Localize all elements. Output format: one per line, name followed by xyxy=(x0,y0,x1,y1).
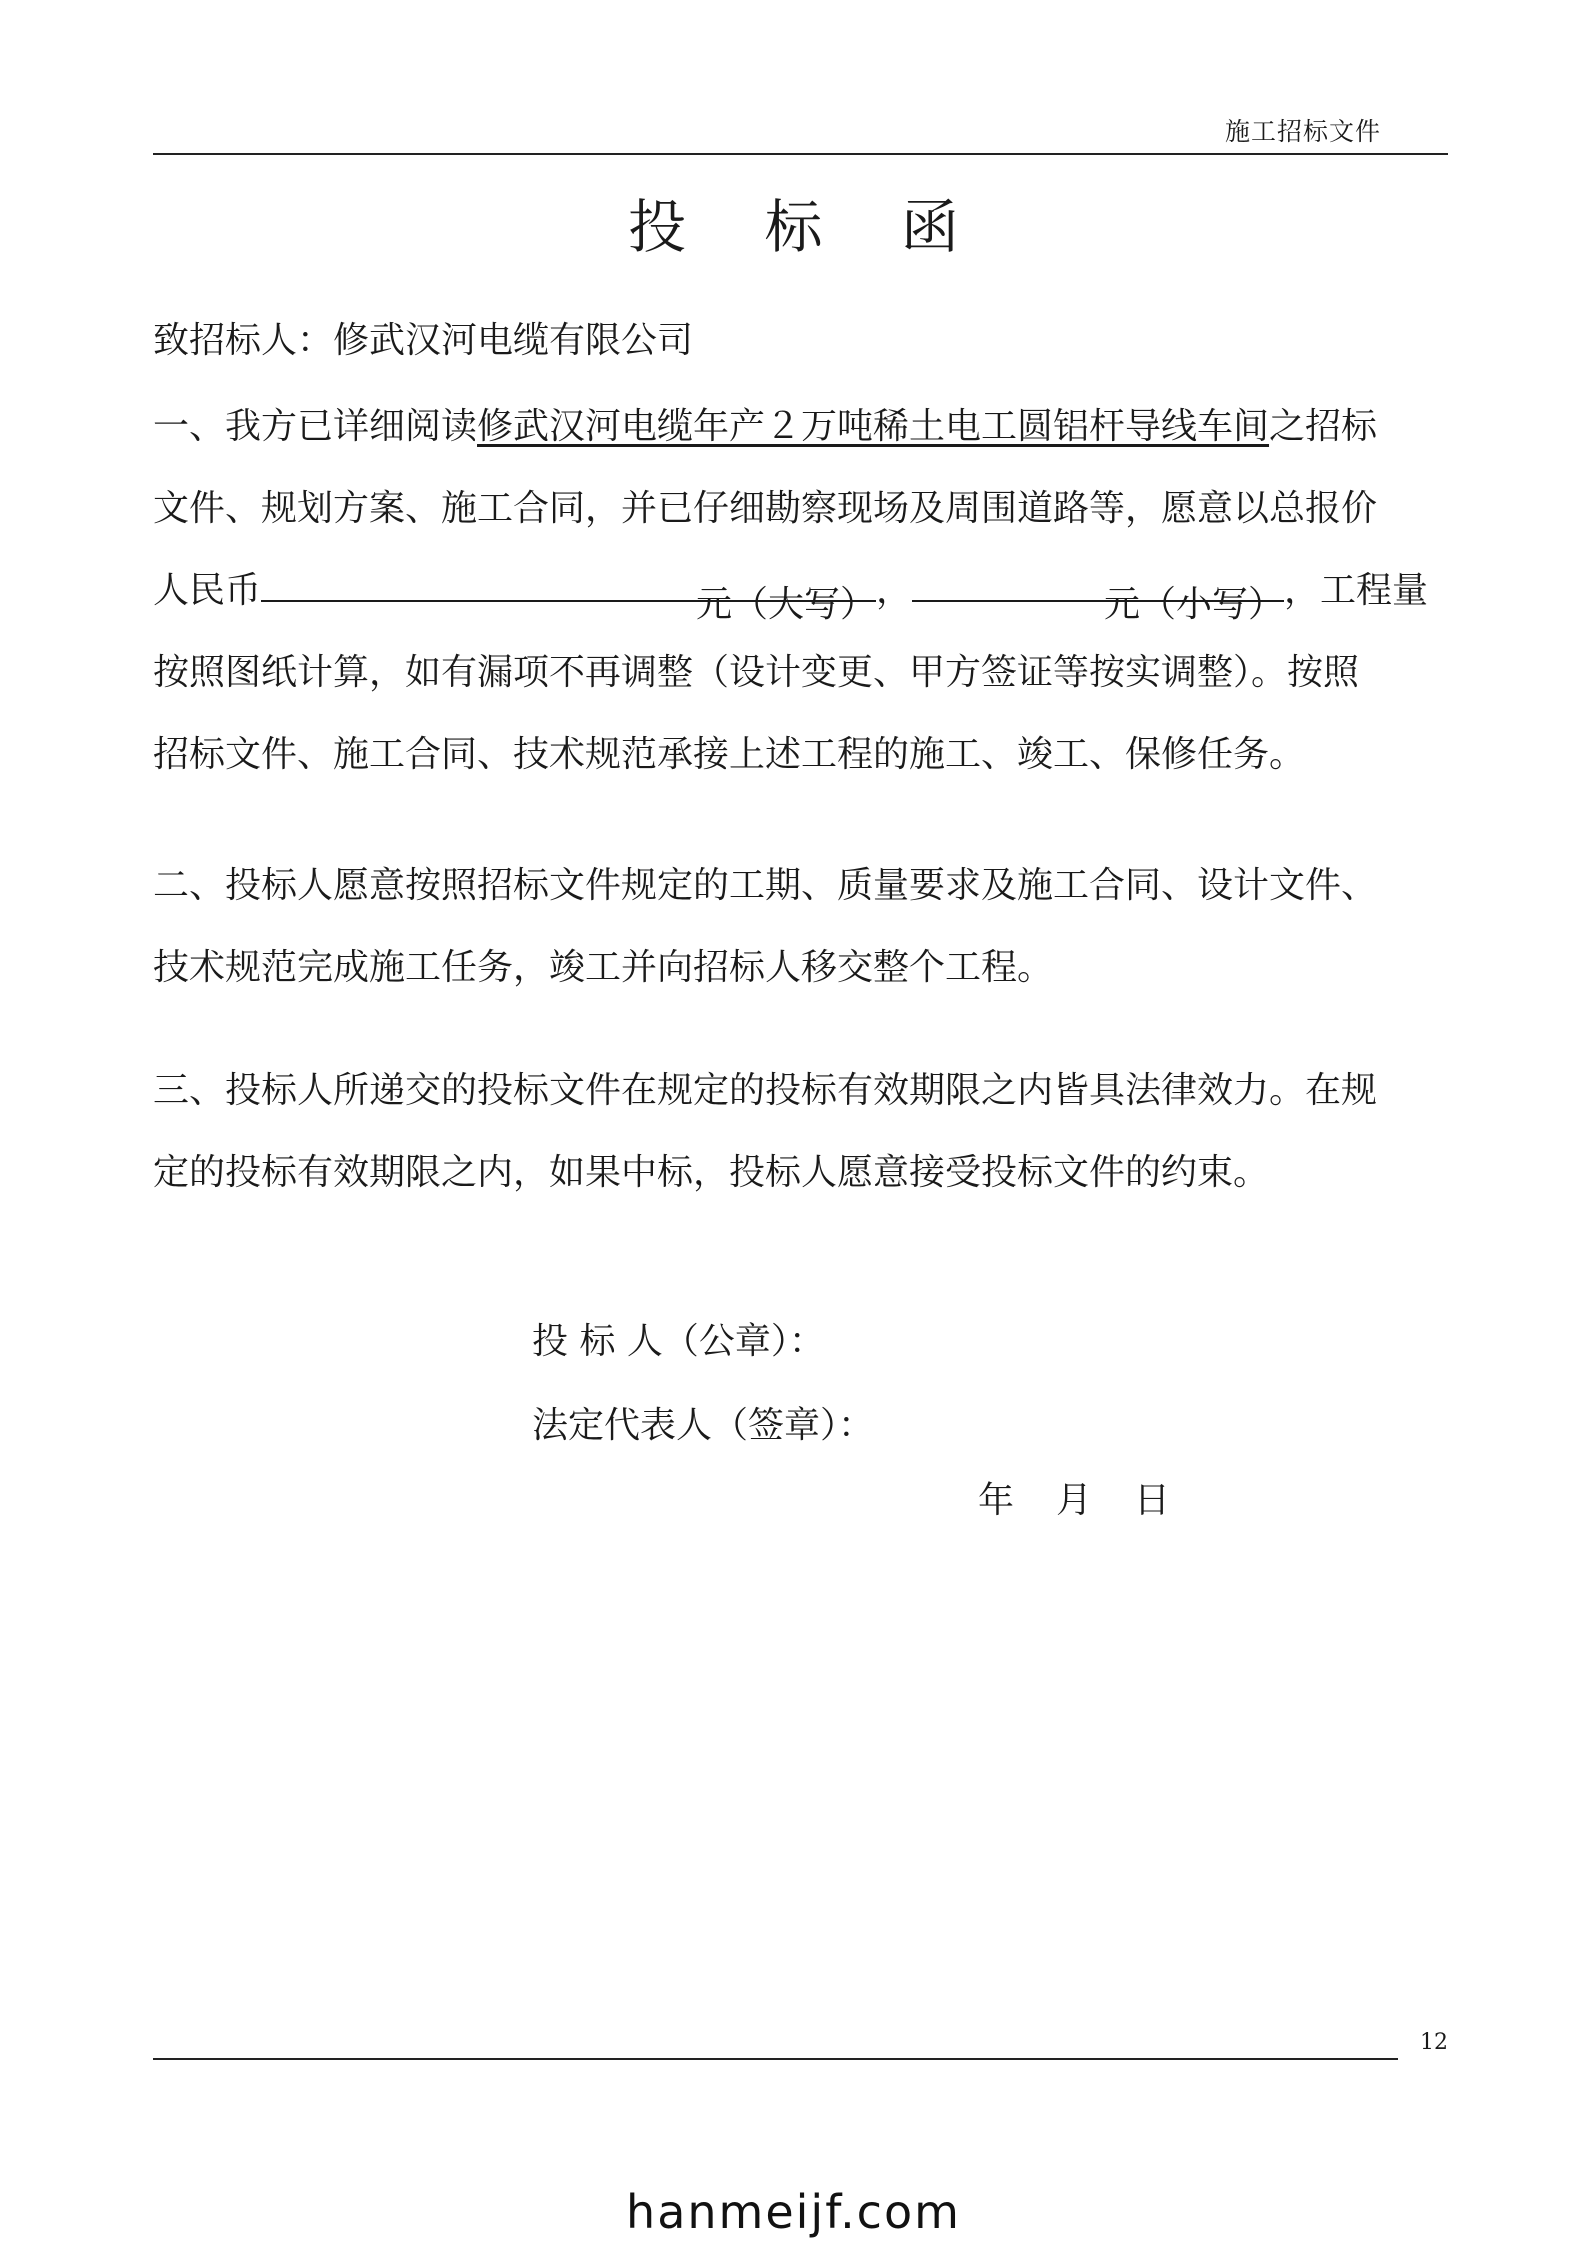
paragraph-3-line-1: 三、投标人所递交的投标文件在规定的投标有效期限之内皆具法律效力。在规 xyxy=(153,1070,1378,1111)
paragraph-1-line-4: 按照图纸计算，如有漏项不再调整（设计变更、甲方签证等按实调整）。按照 xyxy=(153,652,1360,693)
representative-seal-label: 法定代表人（签章）： xyxy=(532,1405,875,1446)
year-label: 年 xyxy=(978,1480,1015,1521)
day-label: 日 xyxy=(1134,1480,1171,1521)
header-rule xyxy=(153,153,1448,155)
amount-lower-blank[interactable]: 元（小写） xyxy=(912,564,1284,602)
paragraph-1-line-3: 人民币 元（大写） ， 元（小写） ，工程量 xyxy=(153,550,1448,632)
paragraph-2-line-1: 二、投标人愿意按照招标文件规定的工期、质量要求及施工合同、设计文件、 xyxy=(153,865,1378,906)
footer-rule xyxy=(153,2058,1398,2060)
header-title: 施工招标文件 xyxy=(1224,117,1381,146)
page-number: 12 xyxy=(1420,2030,1448,2055)
bidder-seal-label: 投 标 人（公章）： xyxy=(532,1321,825,1362)
paragraph-2-line-2: 技术规范完成施工任务，竣工并向招标人移交整个工程。 xyxy=(153,947,1054,988)
paragraph-3 xyxy=(153,1050,1448,1214)
amount-upper-blank[interactable]: 元（大写） xyxy=(261,564,876,602)
watermark: hanmeijf.com xyxy=(626,2185,961,2239)
month-label: 月 xyxy=(1056,1480,1093,1521)
paragraph-1-line-1: 一、我方已详细阅读修武汉河电缆年产２万吨稀土电工圆铝杆导线车间之招标 xyxy=(153,406,1378,447)
date-line xyxy=(978,1472,1170,1523)
paragraph-1-line-5: 招标文件、施工合同、技术规范承接上述工程的施工、竣工、保修任务。 xyxy=(153,734,1306,775)
project-name: 修武汉河电缆年产２万吨稀土电工圆铝杆导线车间 xyxy=(477,406,1270,447)
paragraph-2 xyxy=(153,845,1448,1009)
addressee: 致招标人：修武汉河电缆有限公司 xyxy=(153,320,694,361)
paragraph-1 xyxy=(153,386,1448,796)
paragraph-3-line-2: 定的投标有效期限之内，如果中标，投标人愿意接受投标文件的约束。 xyxy=(153,1152,1270,1193)
document-title: 投 标 函 xyxy=(628,193,989,261)
signature-block xyxy=(532,1300,874,1468)
paragraph-1-line-2: 文件、规划方案、施工合同，并已仔细勘察现场及周围道路等，愿意以总报价 xyxy=(153,488,1378,529)
